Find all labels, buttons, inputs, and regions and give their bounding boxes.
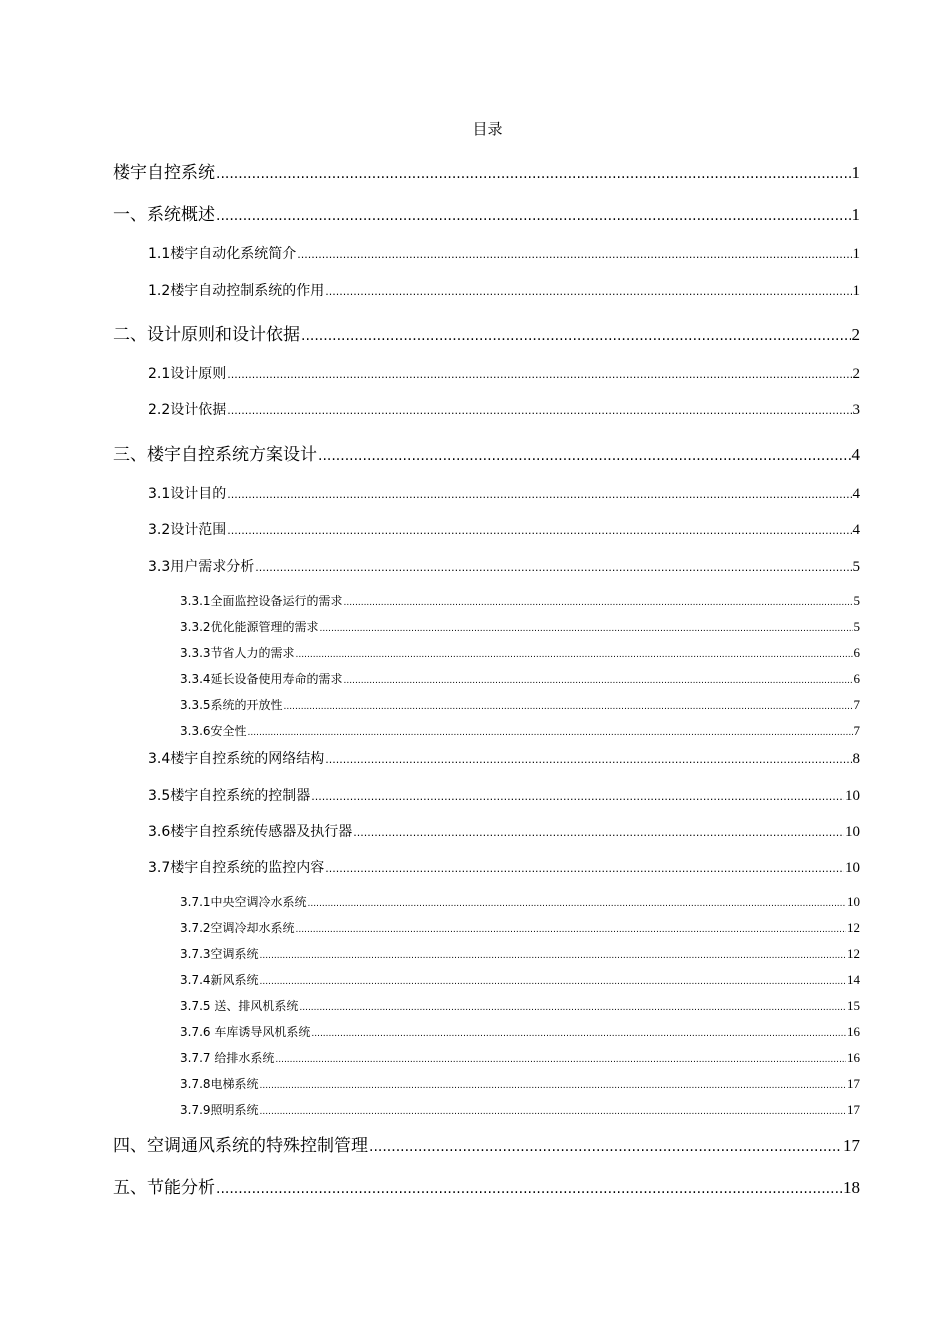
dot-leader xyxy=(275,1055,846,1065)
toc-page-number: 5 xyxy=(852,559,860,575)
dot-leader xyxy=(344,676,853,686)
dot-leader xyxy=(216,1181,842,1197)
toc-page-number: 4 xyxy=(852,486,860,502)
toc-title: 目录 xyxy=(472,120,503,138)
toc-page-number: 3 xyxy=(852,402,860,418)
dot-leader xyxy=(227,404,851,417)
toc-page-number: 15 xyxy=(847,998,860,1013)
toc-page-number: 12 xyxy=(847,920,860,935)
toc-page-number: 16 xyxy=(847,1050,860,1065)
toc-page-number: 4 xyxy=(851,445,860,464)
dot-leader xyxy=(344,598,853,608)
toc-entry[interactable] xyxy=(113,200,860,225)
toc-page-number: 14 xyxy=(847,972,860,987)
toc-entry-label: 3.5楼宇自控系统的控制器 xyxy=(148,788,311,804)
toc-entry[interactable] xyxy=(180,893,860,910)
toc-entry[interactable] xyxy=(113,1173,860,1198)
dot-leader xyxy=(318,448,851,464)
toc-entry-label: 3.7.4新风系统 xyxy=(180,973,259,987)
toc-entry[interactable] xyxy=(180,722,860,739)
toc-entry[interactable] xyxy=(148,748,860,768)
toc-page-number: 10 xyxy=(845,824,860,840)
dot-leader xyxy=(216,208,851,224)
toc-entry[interactable] xyxy=(148,280,860,300)
toc-page-number: 5 xyxy=(853,619,860,634)
dot-leader xyxy=(311,1029,846,1039)
toc-page-number: 8 xyxy=(852,751,860,767)
toc-entry-label: 一、系统概述 xyxy=(113,205,215,225)
toc-entry[interactable] xyxy=(113,1131,860,1156)
toc-page-number: 7 xyxy=(853,697,860,712)
toc-page-number: 6 xyxy=(853,645,860,660)
toc-entry-label: 3.7.7 给排水系统 xyxy=(180,1051,275,1065)
toc-entry[interactable] xyxy=(180,1075,860,1092)
toc-entry-label: 3.4楼宇自控系统的网络结构 xyxy=(148,751,325,767)
toc-page-number: 10 xyxy=(845,788,860,804)
toc-entry-label: 3.6楼宇自控系统传感器及执行器 xyxy=(148,824,353,840)
toc-entry-label: 三、楼宇自控系统方案设计 xyxy=(113,445,317,465)
dot-leader xyxy=(260,977,846,987)
dot-leader xyxy=(227,488,851,501)
toc-entry[interactable] xyxy=(180,919,860,936)
toc-entry-label: 3.3用户需求分析 xyxy=(148,559,255,575)
dot-leader xyxy=(369,1139,842,1155)
toc-entry[interactable] xyxy=(180,696,860,713)
toc-entry[interactable] xyxy=(148,857,860,877)
toc-entry[interactable] xyxy=(148,399,860,419)
toc-entry[interactable] xyxy=(180,644,860,661)
toc-page-number: 1 xyxy=(852,283,860,299)
toc-page-number: 1 xyxy=(852,246,860,262)
dot-leader xyxy=(308,899,846,909)
dot-leader xyxy=(325,753,851,766)
dot-leader xyxy=(255,561,851,574)
toc-entry-label: 四、空调通风系统的特殊控制管理 xyxy=(113,1136,368,1156)
toc-entry-label: 1.1楼宇自动化系统简介 xyxy=(148,246,297,262)
toc-entry-label: 楼宇自控系统 xyxy=(113,163,215,183)
dot-leader xyxy=(284,702,853,712)
dot-leader xyxy=(227,368,851,381)
dot-leader xyxy=(353,826,844,839)
dot-leader xyxy=(320,624,853,634)
toc-entry[interactable] xyxy=(180,1023,860,1040)
toc-entry-label: 3.3.4延长设备使用寿命的需求 xyxy=(180,672,343,686)
toc-entry[interactable] xyxy=(148,363,860,383)
toc-page-number: 17 xyxy=(847,1102,860,1117)
toc-entry-label: 3.1设计目的 xyxy=(148,486,227,502)
dot-leader xyxy=(260,1107,846,1117)
dot-leader xyxy=(296,650,853,660)
toc-entry[interactable] xyxy=(113,158,860,183)
toc-entry[interactable] xyxy=(113,320,860,345)
dot-leader xyxy=(301,328,851,344)
toc-entry-label: 3.3.5系统的开放性 xyxy=(180,698,283,712)
toc-page-number: 5 xyxy=(853,593,860,608)
toc-entry[interactable] xyxy=(180,1101,860,1118)
toc-entry-label: 3.7楼宇自控系统的监控内容 xyxy=(148,860,325,876)
toc-page-number: 12 xyxy=(847,946,860,961)
toc-entry-label: 3.3.3节省人力的需求 xyxy=(180,646,295,660)
toc-entry-label: 2.2设计依据 xyxy=(148,402,227,418)
toc-page-number: 18 xyxy=(843,1178,860,1197)
toc-entry-label: 3.7.6 车库诱导风机系统 xyxy=(180,1025,311,1039)
dot-leader xyxy=(248,728,853,738)
toc-entry[interactable] xyxy=(148,519,860,539)
dot-leader xyxy=(227,524,851,537)
toc-entry[interactable] xyxy=(180,670,860,687)
toc-entry-label: 3.7.1中央空调冷水系统 xyxy=(180,895,307,909)
toc-entry[interactable] xyxy=(148,483,860,503)
toc-entry-label: 3.3.2优化能源管理的需求 xyxy=(180,620,319,634)
toc-page-number: 17 xyxy=(847,1076,860,1091)
dot-leader xyxy=(311,790,844,803)
toc-entry-label: 1.2楼宇自动控制系统的作用 xyxy=(148,283,325,299)
toc-entry-label: 3.3.1全面监控设备运行的需求 xyxy=(180,594,343,608)
toc-page-number: 2 xyxy=(851,325,860,344)
toc-page-number: 16 xyxy=(847,1024,860,1039)
toc-page-number: 2 xyxy=(852,366,860,382)
dot-leader xyxy=(299,1003,846,1013)
toc-entry-label: 3.7.5 送、排风机系统 xyxy=(180,999,299,1013)
toc-entry-label: 五、节能分析 xyxy=(113,1178,215,1198)
toc-entry-label: 3.7.3空调系统 xyxy=(180,947,259,961)
toc-entry[interactable] xyxy=(148,243,860,263)
toc-entry-label: 3.7.2空调冷却水系统 xyxy=(180,921,295,935)
toc-entry[interactable] xyxy=(113,440,860,465)
toc-entry[interactable] xyxy=(148,785,860,805)
toc-entry-label: 3.7.8电梯系统 xyxy=(180,1077,259,1091)
dot-leader xyxy=(260,951,846,961)
toc-entry[interactable] xyxy=(180,971,860,988)
toc-page-number: 10 xyxy=(847,894,860,909)
toc-entry[interactable] xyxy=(180,592,860,609)
toc-page-number: 7 xyxy=(853,723,860,738)
toc-entry-label: 3.7.9照明系统 xyxy=(180,1103,259,1117)
dot-leader xyxy=(325,285,851,298)
dot-leader xyxy=(297,248,851,261)
toc-entry-label: 二、设计原则和设计依据 xyxy=(113,325,300,345)
toc-entry[interactable] xyxy=(180,1049,860,1066)
dot-leader xyxy=(325,862,844,875)
toc-entry[interactable] xyxy=(148,821,860,841)
toc-page-number: 6 xyxy=(853,671,860,686)
toc-page-number: 10 xyxy=(845,860,860,876)
toc-page-number: 1 xyxy=(851,163,860,182)
dot-leader xyxy=(296,925,846,935)
toc-page-number: 4 xyxy=(852,522,860,538)
toc-page-number: 1 xyxy=(851,205,860,224)
toc-page-number: 17 xyxy=(843,1136,860,1155)
toc-entry-label: 3.2设计范围 xyxy=(148,522,227,538)
dot-leader xyxy=(216,166,851,182)
dot-leader xyxy=(260,1081,846,1091)
toc-entry[interactable] xyxy=(180,945,860,962)
toc-entry[interactable] xyxy=(148,556,860,576)
toc-entry-label: 3.3.6安全性 xyxy=(180,724,247,738)
toc-entry-label: 2.1设计原则 xyxy=(148,366,227,382)
toc-entry[interactable] xyxy=(180,618,860,635)
toc-entry[interactable] xyxy=(180,997,860,1014)
